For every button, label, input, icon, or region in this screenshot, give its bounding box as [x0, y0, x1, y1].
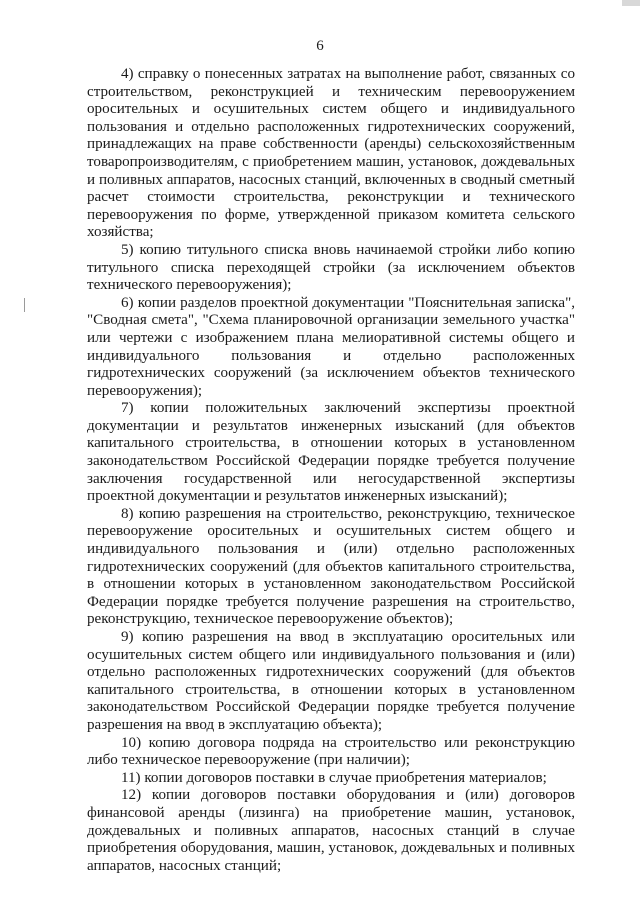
paragraph-item-12: 12) копии договоров поставки оборудования и (или) договоров финансовой аренды (лизинга) на приобретение машин, установок, дождевальных и поливных аппаратов, насосных станций в случае приобретения оборудования, машин, установок, дождевальных и поливных аппаратов, насосных станций; [87, 787, 575, 874]
paragraph-item-5: 5) копию титульного списка вновь начинаемой стройки либо копию титульного списка переходящей стройки (за исключением объектов технического перевооружения); [87, 241, 575, 294]
scan-corner-mark [622, 0, 640, 6]
page-number: 6 [316, 38, 324, 54]
paragraph-item-7: 7) копии положительных заключений экспертизы проектной документации и результатов инженерных изысканий (для объектов капитального строительства, в отношении которых в установленном законодательством Российской Федерации порядке требуется получение заключения государственной или негосударственной экспертизы проектной документации и результатов инженерных изысканий); [87, 400, 575, 505]
paragraph-item-9: 9) копию разрешения на ввод в эксплуатацию оросительных или осушительных систем общего или индивидуального пользования и (или) отдельно расположенных гидротехнических сооружений (для объектов капитального строительства, в отношении которых в установленном законодательством Российской Федерации порядке требуется получение разрешения на ввод в эксплуатацию объекта); [87, 629, 575, 733]
paragraph-item-10: 10) копию договора подряда на строительство или реконструкцию либо техническое перевооружение (при наличии); [87, 734, 575, 769]
paragraph-item-6: 6) копии разделов проектной документации "Пояснительная записка", "Сводная смета", "Схема планировочной организации земельного участка" или чертежи с изображением плана мелиоративной системы общего и индивидуального пользования и отдельно расположенных гидротехнических сооружений (за исключением объектов технического перевооружения); [87, 294, 575, 399]
paragraph-item-11: 11) копии договоров поставки в случае приобретения материалов; [121, 769, 547, 786]
document-body [87, 66, 575, 875]
paragraph-item-8: 8) копию разрешения на строительство, реконструкцию, техническое перевооружение оросительных и осушительных систем общего и индивидуального пользования и (или) отдельно расположенных гидротехнических сооружений (для объектов капитального строительства, в отношении которых в установленном законодательством Российской Федерации порядке требуется получение разрешения на строительство, реконструкцию, техническое перевооружение объектов); [87, 505, 575, 628]
scan-margin-mark [24, 298, 25, 312]
paragraph-item-4: 4) справку о понесенных затратах на выполнение работ, связанных со строительством, реконструкцией и техническим перевооружением оросительных и осушительных систем общего и индивидуального пользования и отдельно расположенных гидротехнических сооружений, принадлежащих на праве собственности (аренды) сельскохозяйственным товаропроизводителям, с приобретением машин, установок, дождевальных и поливных аппаратов, насосных станций, включенных в сводный сметный расчет стоимости строительства, реконструкции и технического перевооружения по форме, утвержденной приказом комитета сельского хозяйства; [87, 66, 575, 241]
